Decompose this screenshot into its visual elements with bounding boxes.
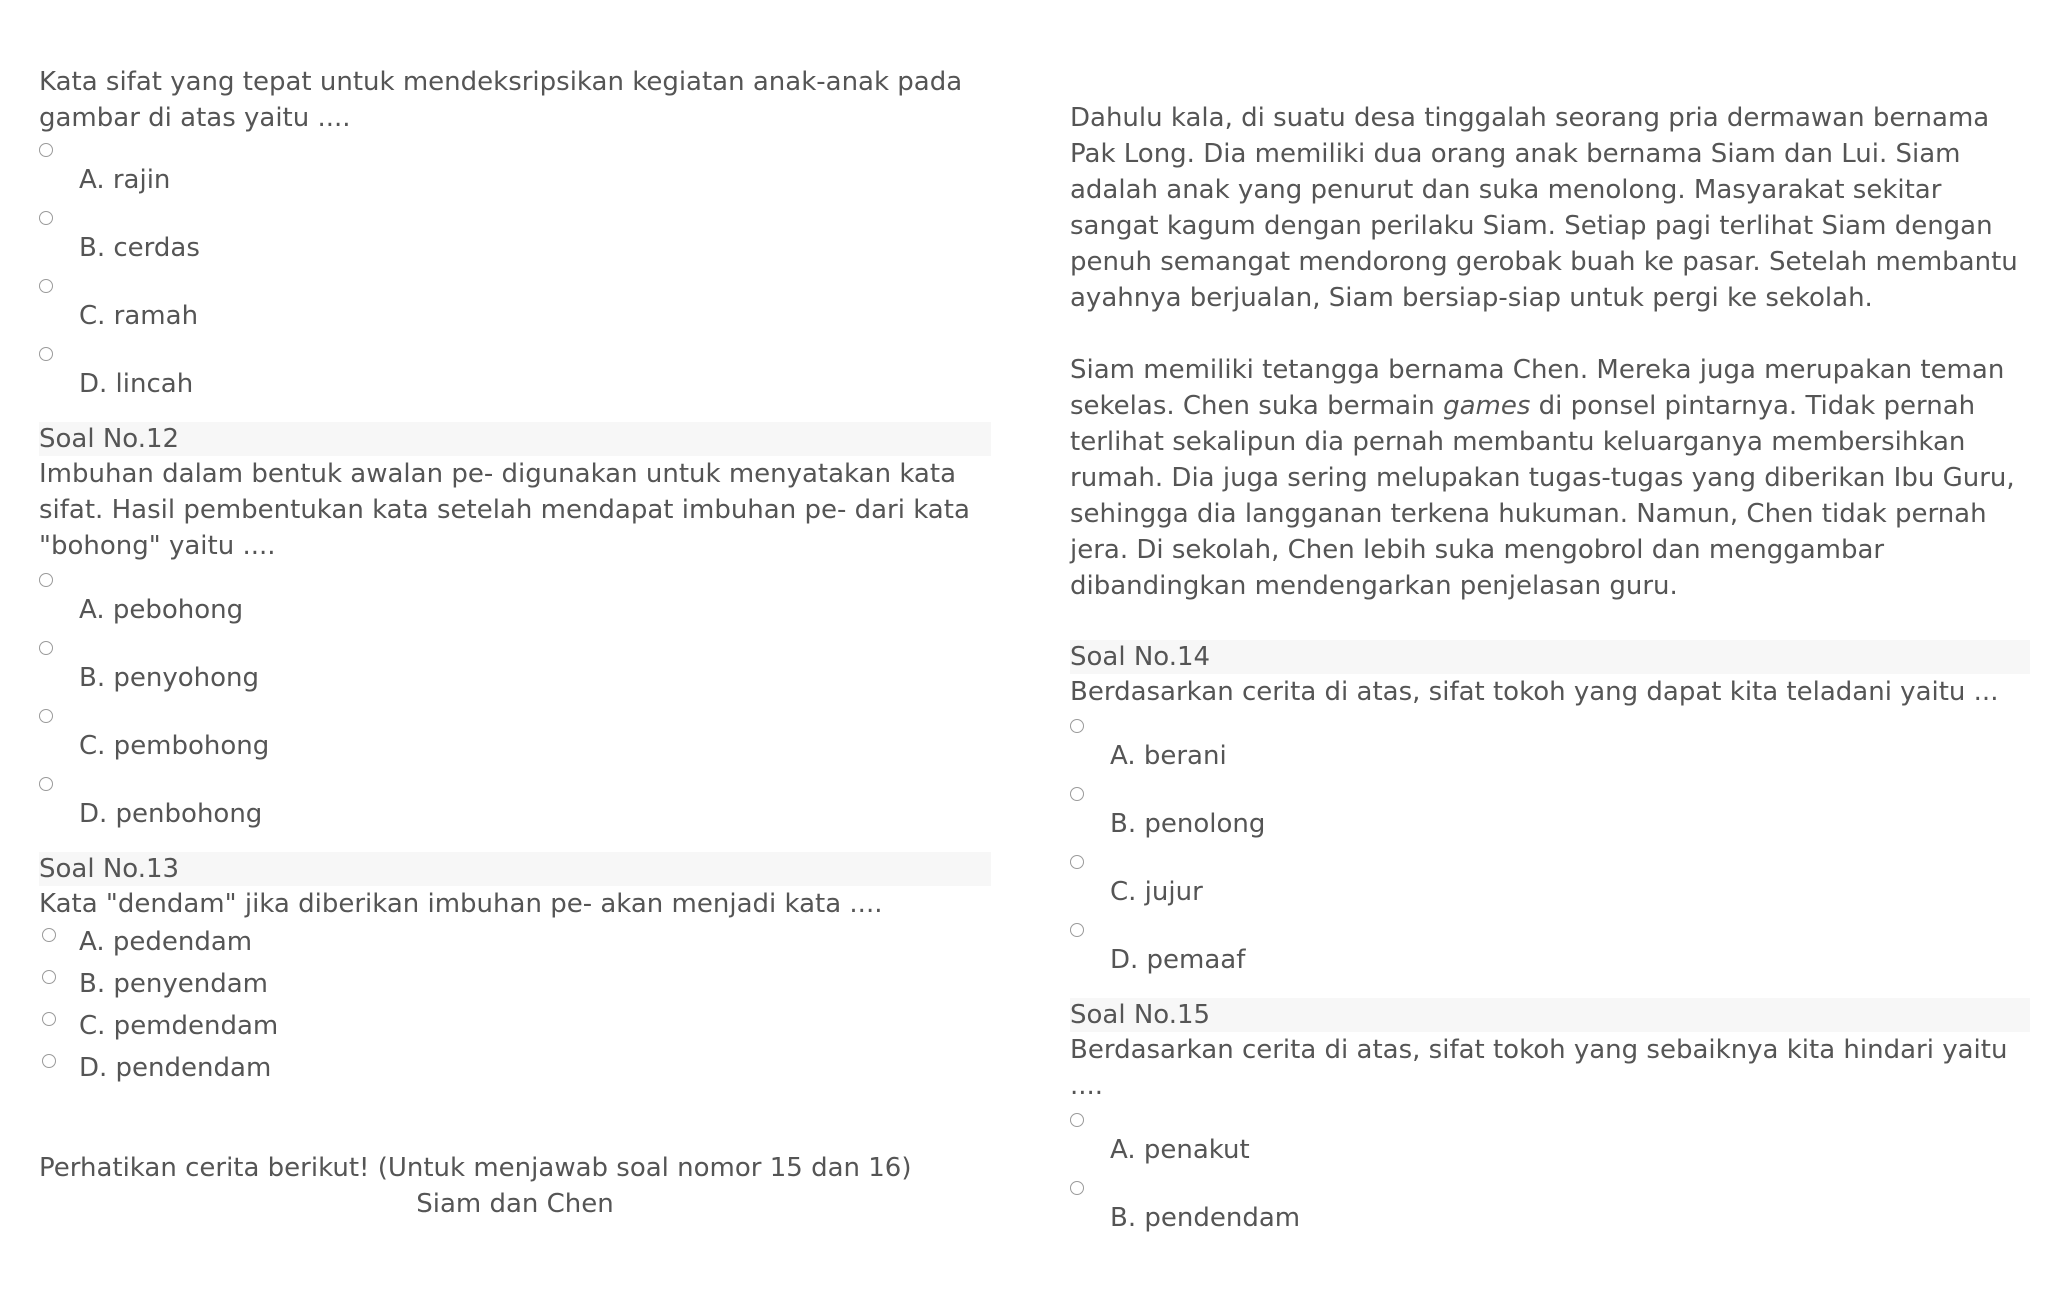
story-paragraph-2 bbox=[1070, 352, 2030, 604]
option-label[interactable]: D. pemaaf bbox=[1110, 945, 1246, 975]
radio-button[interactable] bbox=[39, 279, 53, 293]
question-number-header: Soal No.15 bbox=[1070, 998, 2030, 1032]
option-item[interactable] bbox=[39, 279, 991, 338]
radio-button[interactable] bbox=[42, 970, 56, 984]
question-12 bbox=[39, 422, 991, 836]
question-14 bbox=[1070, 640, 2030, 982]
radio-button[interactable] bbox=[1070, 1181, 1084, 1195]
radio-button[interactable] bbox=[1070, 719, 1084, 733]
option-item[interactable] bbox=[39, 709, 991, 768]
option-item[interactable] bbox=[1070, 1181, 2030, 1240]
question-number-header: Soal No.13 bbox=[39, 852, 991, 886]
option-item[interactable] bbox=[1070, 923, 2030, 982]
radio-button[interactable] bbox=[42, 928, 56, 942]
radio-button[interactable] bbox=[39, 777, 53, 791]
option-item[interactable] bbox=[39, 777, 991, 836]
story-paragraph-2-end: di ponsel pintarnya. Tidak pernah terlihat sekalipun dia pernah membantu keluarganya membersihkan rumah. Dia juga sering melupakan tugas-tugas yang diberikan Ibu Guru, sehingga dia langganan terkena hukuman. Namun, Chen tidak pernah jera. Di sekolah, Chen lebih suka mengobrol dan menggambar dibandingkan mendengarkan penjelasan guru. bbox=[1070, 391, 2015, 601]
story-paragraph-1: Dahulu kala, di suatu desa tinggalah seorang pria dermawan bernama Pak Long. Dia memiliki dua orang anak bernama Siam dan Lui. Siam adalah anak yang penurut dan suka menolong. Masyarakat sekitar sangat kagum dengan perilaku Siam. Setiap pagi terlihat Siam dengan penuh semangat mendorong gerobak buah ke pasar. Setelah membantu ayahnya berjualan, Siam bersiap-siap untuk pergi ke sekolah. bbox=[1070, 103, 2018, 313]
question-number-header: Soal No.12 bbox=[39, 422, 991, 456]
right-column bbox=[1070, 0, 2030, 1240]
option-label[interactable]: A. pedendam bbox=[79, 927, 253, 957]
option-label[interactable]: B. penolong bbox=[1110, 809, 1266, 839]
radio-button[interactable] bbox=[39, 573, 53, 587]
radio-button[interactable] bbox=[39, 641, 53, 655]
option-item[interactable] bbox=[39, 922, 991, 964]
option-label[interactable]: D. penbohong bbox=[79, 799, 263, 829]
radio-button[interactable] bbox=[1070, 923, 1084, 937]
question-13 bbox=[39, 852, 991, 1090]
story-title: Siam dan Chen bbox=[416, 1189, 614, 1219]
option-item[interactable] bbox=[39, 1006, 991, 1048]
radio-button[interactable] bbox=[1070, 787, 1084, 801]
radio-button[interactable] bbox=[39, 211, 53, 225]
option-item[interactable] bbox=[39, 573, 991, 632]
option-label[interactable]: B. penyendam bbox=[79, 969, 268, 999]
option-item[interactable] bbox=[1070, 787, 2030, 846]
question-number-header: Soal No.14 bbox=[1070, 640, 2030, 674]
question-text: Kata sifat yang tepat untuk mendeksripsikan kegiatan anak-anak pada gambar di atas yaitu .... bbox=[39, 67, 963, 133]
option-label[interactable]: B. cerdas bbox=[79, 233, 200, 263]
option-item[interactable] bbox=[39, 347, 991, 406]
option-label[interactable]: C. pemdendam bbox=[79, 1011, 279, 1041]
radio-button[interactable] bbox=[42, 1012, 56, 1026]
story-body bbox=[1070, 0, 2030, 604]
option-label[interactable]: D. lincah bbox=[79, 369, 194, 399]
option-item[interactable] bbox=[39, 143, 991, 202]
option-label[interactable]: C. ramah bbox=[79, 301, 199, 331]
story-paragraph-2-start: Siam memiliki tetangga bernama Chen. Mereka juga merupakan teman sekelas. Chen suka bermain bbox=[1070, 355, 2005, 421]
question-15 bbox=[1070, 998, 2030, 1240]
question-text: Berdasarkan cerita di atas, sifat tokoh yang sebaiknya kita hindari yaitu .... bbox=[1070, 1035, 2008, 1101]
option-label[interactable]: A. pebohong bbox=[79, 595, 244, 625]
story-instruction: Perhatikan cerita berikut! (Untuk menjawab soal nomor 15 dan 16) bbox=[39, 1153, 912, 1183]
option-item[interactable] bbox=[1070, 855, 2030, 914]
radio-button[interactable] bbox=[39, 709, 53, 723]
radio-button[interactable] bbox=[42, 1054, 56, 1068]
question-text: Imbuhan dalam bentuk awalan pe- digunakan untuk menyatakan kata sifat. Hasil pembentukan kata setelah mendapat imbuhan pe- dari kata "bohong" yaitu .... bbox=[39, 459, 970, 561]
option-item[interactable] bbox=[39, 641, 991, 700]
option-label[interactable]: B. penyohong bbox=[79, 663, 260, 693]
left-column bbox=[39, 0, 991, 1222]
option-label[interactable]: C. pembohong bbox=[79, 731, 270, 761]
option-label[interactable]: B. pendendam bbox=[1110, 1203, 1301, 1233]
option-item[interactable] bbox=[39, 211, 991, 270]
option-label[interactable]: A. rajin bbox=[79, 165, 171, 195]
question-11 bbox=[39, 0, 991, 406]
question-text: Berdasarkan cerita di atas, sifat tokoh yang dapat kita teladani yaitu ... bbox=[1070, 677, 1999, 707]
story-italic-word: games bbox=[1443, 391, 1531, 421]
option-label[interactable]: C. jujur bbox=[1110, 877, 1203, 907]
option-item[interactable] bbox=[1070, 719, 2030, 778]
option-label[interactable]: A. penakut bbox=[1110, 1135, 1250, 1165]
radio-button[interactable] bbox=[39, 347, 53, 361]
radio-button[interactable] bbox=[1070, 1113, 1084, 1127]
question-text: Kata "dendam" jika diberikan imbuhan pe- akan menjadi kata .... bbox=[39, 889, 883, 919]
radio-button[interactable] bbox=[39, 143, 53, 157]
option-item[interactable] bbox=[1070, 1113, 2030, 1172]
option-label[interactable]: A. berani bbox=[1110, 741, 1227, 771]
radio-button[interactable] bbox=[1070, 855, 1084, 869]
option-item[interactable] bbox=[39, 964, 991, 1006]
option-item[interactable] bbox=[39, 1048, 991, 1090]
option-label[interactable]: D. pendendam bbox=[79, 1053, 272, 1083]
story-intro bbox=[39, 1150, 991, 1222]
